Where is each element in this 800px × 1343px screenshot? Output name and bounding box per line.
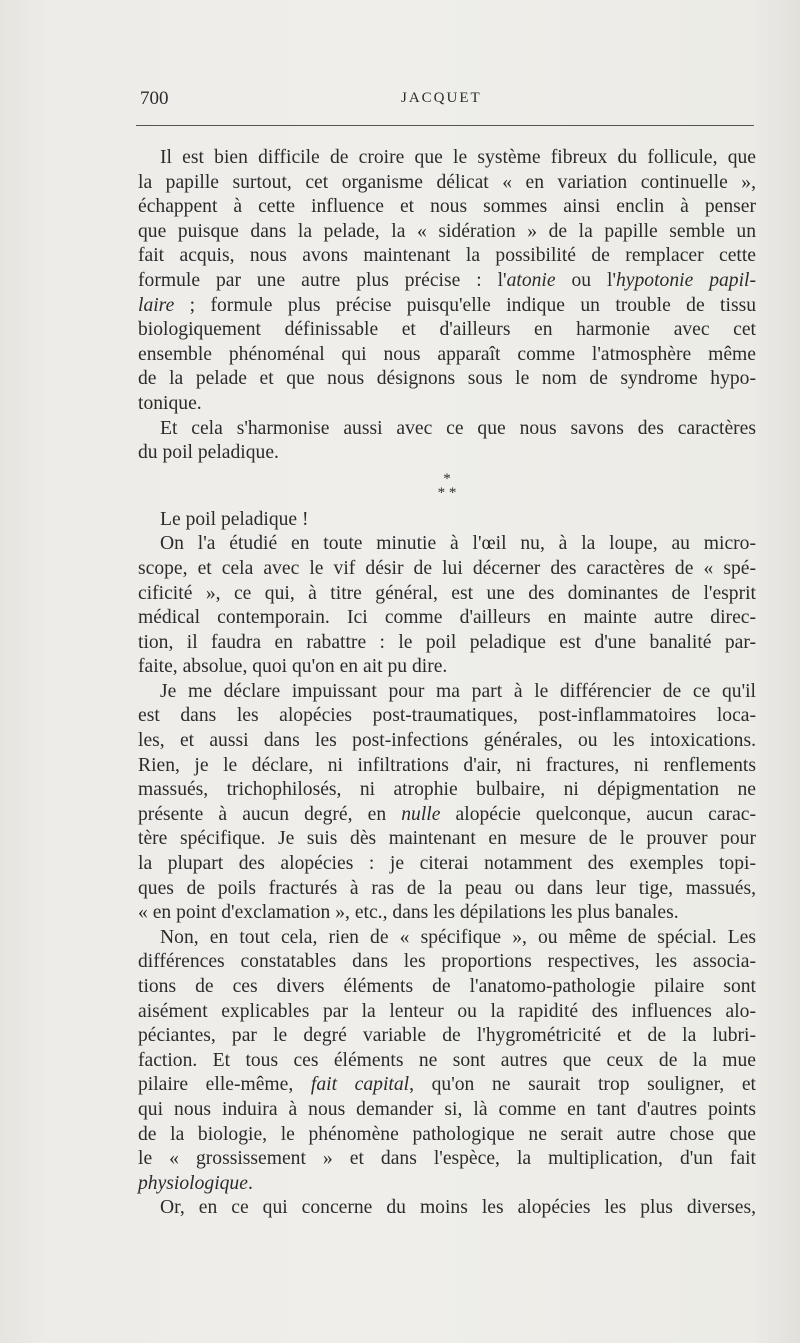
text-line: les, et aussi dans les post-infections générales, ou les intoxications. xyxy=(138,730,756,752)
text-run: alopécie quelconque, aucun carac- xyxy=(440,803,757,825)
text-line: est dans les alopécies post-traumatiques, post-inflammatoires loca- xyxy=(138,705,756,727)
text-line: de la pelade et que nous désignons sous le nom de syndrome hypo- xyxy=(138,368,756,390)
text-line: que puisque dans la pelade, la « sidération » de la papille semble un xyxy=(138,220,756,242)
italic-term: laire xyxy=(138,294,175,316)
text-run: ou l' xyxy=(555,269,616,291)
text-line: massués, trichophilosés, ni atrophie bulbaire, ni dépigmentation ne xyxy=(138,779,756,801)
text-line: ensemble phénoménal qui nous apparaît comme l'atmosphère même xyxy=(138,343,756,365)
text-run: . xyxy=(247,1172,253,1194)
text-run: pilaire elle-même, xyxy=(138,1074,311,1096)
page-header xyxy=(136,88,756,112)
italic-term: nulle xyxy=(401,803,441,825)
text-line: échappent à cette influence et nous sommes ainsi enclin à penser xyxy=(138,196,756,218)
text-run: présente à aucun degré, en xyxy=(138,803,402,825)
text-line: Or, en ce qui concerne du moins les alopécies les plus diverses, xyxy=(160,1197,756,1219)
text-line: Non, en tout cela, rien de « spécifique », ou même de spécial. Les xyxy=(160,926,756,948)
header-rule xyxy=(136,125,754,126)
text-line xyxy=(138,803,756,828)
separator-star: * xyxy=(443,470,451,487)
text-line: la papille surtout, cet organisme délicat « en variation continuelle », xyxy=(138,171,756,193)
text-line: aisément explicables par la lenteur ou la rapidité des influences alo- xyxy=(138,1000,756,1022)
text-run: , qu'on ne saurait trop souligner, et xyxy=(409,1074,756,1096)
page-number: 700 xyxy=(140,88,169,109)
text-line: différences constatables dans les proportions respectives, les associa- xyxy=(138,951,756,973)
text-line: Il est bien difficile de croire que le système fibreux du follicule, que xyxy=(160,147,756,168)
text-run: formule par une autre plus précise : l' xyxy=(138,269,507,291)
text-line: fait acquis, nous avons maintenant la possibilité de remplacer cette xyxy=(138,245,756,267)
text-line xyxy=(138,1172,756,1197)
text-line xyxy=(138,1073,756,1098)
text-line: tère spécifique. Je suis dès maintenant en mesure de le prouver pour xyxy=(138,828,756,850)
text-line: médical contemporain. Ici comme d'ailleurs en mainte autre direc- xyxy=(138,607,756,629)
text-line: la plupart des alopécies : je citerai notamment des exemples topi- xyxy=(138,853,756,875)
italic-term: atonie xyxy=(506,269,556,291)
text-line: biologiquement définissable et d'ailleurs en harmonie avec cet xyxy=(138,319,756,341)
text-line: cificité », ce qui, à titre général, est une des dominantes de l'esprit xyxy=(138,582,756,604)
text-line: de la biologie, le phénomène pathologique ne serait autre chose que xyxy=(138,1123,756,1145)
text-line: qui nous induira à nous demander si, là comme en tant d'autres points xyxy=(138,1098,756,1120)
text-line: « en point d'exclamation », etc., dans les dépilations les plus banales. xyxy=(138,902,679,924)
body-text xyxy=(138,146,756,1221)
text-line xyxy=(138,294,756,319)
text-line: ques de poils fracturés à ras de la peau ou dans leur tige, massués, xyxy=(138,877,756,899)
text-run: ; formule plus précise puisqu'elle indique un trouble de tissu xyxy=(174,294,756,316)
italic-term: hypotonie papil- xyxy=(616,269,756,291)
text-line: tions de ces divers éléments de l'anatomo-pathologie pilaire sont xyxy=(138,976,756,997)
text-line: du poil peladique. xyxy=(138,442,279,464)
running-head: JACQUET xyxy=(401,90,482,106)
section-separator xyxy=(138,472,756,500)
text-line: On l'a étudié en toute minutie à l'œil nu, à la loupe, au micro- xyxy=(160,533,756,555)
text-line: Le poil peladique ! xyxy=(160,508,309,530)
italic-term: physiologique xyxy=(138,1172,248,1194)
text-line: tion, il faudra en rabattre : le poil peladique est d'une banalité par- xyxy=(138,631,756,653)
text-line xyxy=(138,269,756,294)
text-line: faite, absolue, quoi qu'on en ait pu dire. xyxy=(138,656,448,678)
italic-term: fait capital xyxy=(310,1074,410,1096)
text-line: Rien, je le déclare, ni infiltrations d'air, ni fractures, ni renflements xyxy=(138,754,756,776)
text-line: Je me déclare impuissant pour ma part à le différencier de ce qu'il xyxy=(160,680,756,702)
text-line: faction. Et tous ces éléments ne sont autres que ceux de la mue xyxy=(138,1049,756,1071)
text-line: péciantes, par le degré variable de l'hygrométricité et de la lubri- xyxy=(138,1025,756,1047)
text-line: le « grossissement » et dans l'espèce, la multiplication, d'un fait xyxy=(138,1148,756,1170)
separator-stars: * * xyxy=(437,484,457,501)
text-line: Et cela s'harmonise aussi avec ce que nous savons des caractères xyxy=(160,417,756,439)
text-line: tonique. xyxy=(138,392,202,414)
text-line: scope, et cela avec le vif désir de lui décerner des caractères de « spé- xyxy=(138,557,756,579)
